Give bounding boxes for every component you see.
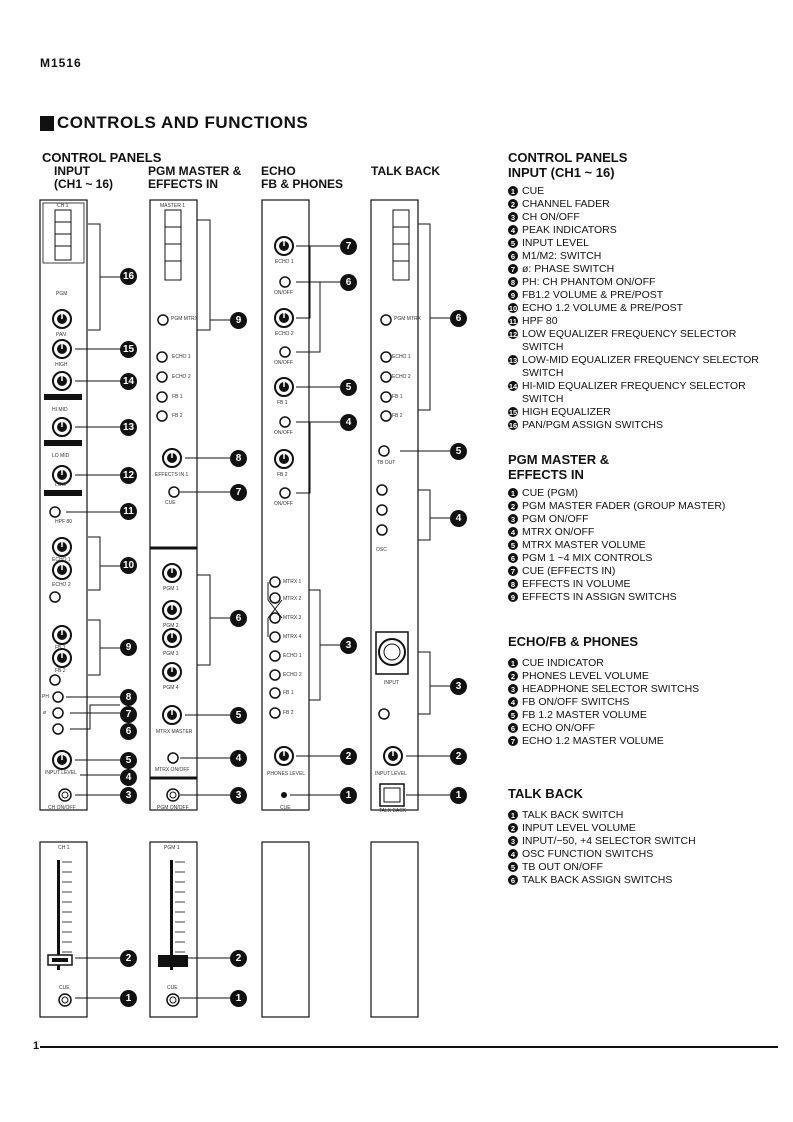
legend-echo [508,634,778,748]
callout-input-3: 3 [120,787,137,804]
input-fb1-label: FB 1 [55,645,66,651]
callout-pgm-6: 6 [230,610,247,627]
model-number: M1516 [40,56,82,70]
legend-pgm-title1: PGM MASTER & [508,452,610,467]
list-item: 1 CUE [508,185,778,198]
list-item: 1 TALK BACK SWITCH [508,809,778,822]
list-item: 15 HIGH EQUALIZER [508,406,611,418]
callout-tb-2: 2 [450,748,467,765]
list-item: 5 INPUT LEVEL [508,237,778,250]
list-item: 4 PEAK INDICATORS [508,224,778,237]
legend-echo-title: ECHO/FB & PHONES [508,634,639,649]
input-ph-label: PH [42,694,49,700]
input-pan-label: PAN [56,332,66,338]
callout-input-10: 10 [120,557,137,574]
fader-pgm-cue-label: CUE [167,985,178,991]
legend-input-title1: CONTROL PANELS [508,150,628,165]
callout-pgm-1: 1 [230,990,247,1007]
callout-echo-4: 4 [340,414,357,431]
callout-echo-7: 7 [340,238,357,255]
list-item: 5 TB OUT ON/OFF [508,861,778,874]
echo-sel-echo1-label: ECHO 1 [283,653,302,659]
callout-pgm-8: 8 [230,450,247,467]
list-item: 7 ø: PHASE SWITCH [508,263,778,276]
tb-pgm-mtrx-label: PGM MTRX [394,316,421,322]
callout-tb-4: 4 [450,510,467,527]
callout-pgm-2: 2 [230,950,247,967]
list-item: 1 CUE INDICATOR [508,657,778,670]
pgm4-label: PGM 4 [163,685,179,691]
input-hpf-label: HPF 80 [55,519,72,525]
callout-input-6: 6 [120,723,137,740]
list-item: 4 MTRX ON/OFF [508,526,778,539]
list-item: 2 INPUT LEVEL VOLUME [508,822,778,835]
callout-input-5: 5 [120,752,137,769]
legend-input-list [508,185,778,432]
input-ch1-label: CH 1 [57,203,69,209]
list-item: 8 EFFECTS IN VOLUME [508,578,778,591]
pgm-master1-label: MASTER 1 [160,203,186,209]
echo-sel-echo2-label: ECHO 2 [283,672,302,678]
fader-ch-cue-label: CUE [59,985,70,991]
echo-cue-label: CUE [280,805,291,811]
pgm-fb1-label: FB 1 [172,394,183,400]
tb-level-label: INPUT LEVEL [375,771,407,777]
echo-phones-label: PHONES LEVEL [267,771,306,777]
input-phase-label: ø [43,710,47,716]
callout-tb-1: 1 [450,787,467,804]
callout-input-7: 7 [120,706,137,723]
legend-pgm [508,452,778,604]
list-item: 2 PHONES LEVEL VOLUME [508,670,778,683]
echo-mtrx2-label: MTRX 2 [283,596,302,602]
echo-onoff1-label: ON/OFF [274,290,293,296]
list-item: 2 CHANNEL FADER [508,198,778,211]
input-chonoff-label: CH ON/OFF [48,805,76,811]
fader-ch1-label: CH 1 [58,845,70,851]
pgm-mtrxonoff-label: MTRX ON/OFF [155,767,190,773]
list-item: 9 EFFECTS IN ASSIGN SWITCHS [508,591,778,604]
callout-echo-3: 3 [340,637,357,654]
callout-input-14: 14 [120,373,137,390]
input-lomid-label: LO MID [52,453,70,459]
list-item: 5 MTRX MASTER VOLUME [508,539,778,552]
input-echo2-label: ECHO 2 [52,582,71,588]
list-item: 3 HEADPHONE SELECTOR SWITCHS [508,683,778,696]
legend-talkback-list [508,809,778,887]
list-item: 3 PGM ON/OFF [508,513,778,526]
legend-pgm-title2: EFFECTS IN [508,467,584,482]
tb-fb1-label: FB 1 [392,394,403,400]
callout-input-2: 2 [120,950,137,967]
col-echo-head: ECHO FB & PHONES [261,164,344,191]
callout-pgm-4: 4 [230,750,247,767]
callout-echo-1: 1 [340,787,357,804]
tb-input-label: INPUT [384,680,399,686]
pgm-echo1-label: ECHO 1 [172,354,191,360]
echo-onoff2-label: ON/OFF [274,360,293,366]
legend-input-title2: INPUT (CH1 ~ 16) [508,165,615,180]
list-item: 7 ECHO 1.2 MASTER VOLUME [508,735,778,748]
callout-input-13: 13 [120,419,137,436]
list-item: 7 CUE (EFFECTS IN) [508,565,778,578]
callout-input-12: 12 [120,467,137,484]
callout-echo-6: 6 [340,274,357,291]
footer-rule [40,1046,778,1048]
list-item: 10 ECHO 1.2 VOLUME & PRE/POST [508,302,684,314]
input-low-label: LOW [55,482,67,488]
list-item: 6 PGM 1 ~4 MIX CONTROLS [508,552,778,565]
list-item: 1 CUE (PGM) [508,487,778,500]
callout-echo-5: 5 [340,379,357,396]
echo-fb1-label: FB 1 [277,400,288,406]
legend-talkback-title: TALK BACK [508,786,583,801]
legend-input [508,150,778,432]
col-pgm-head: PGM MASTER & EFFECTS IN [148,164,242,191]
pgm1-label: PGM 1 [163,586,179,592]
callout-pgm-9: 9 [230,312,247,329]
tb-echo2-label: ECHO 2 [392,374,411,380]
list-item: 13 LOW-MID EQUALIZER FREQUENCY SELECTOR SWITCH [508,354,759,379]
pgm-echo2-label: ECHO 2 [172,374,191,380]
list-item: 3 CH ON/OFF [508,211,778,224]
callout-pgm-7: 7 [230,484,247,501]
input-pgm-label: PGM [56,291,68,297]
echo-mtrx1-label: MTRX 1 [283,579,302,585]
pgm-mtrx-label: PGM MTRX [171,316,198,322]
echo-fb2-label: FB 2 [277,472,288,478]
list-item: 8 PH: CH PHANTOM ON/OFF [508,276,778,289]
tb-out-label: TB OUT [377,460,396,466]
tb-echo1-label: ECHO 1 [392,354,411,360]
echo-echo2-label: ECHO 2 [275,331,294,337]
col-input-head: INPUT (CH1 ~ 16) [54,164,114,191]
echo-onoff4-label: ON/OFF [274,501,293,507]
list-item: 3 INPUT/−50, +4 SELECTOR SWITCH [508,835,778,848]
list-item: 6 M1/M2: SWITCH [508,250,778,263]
callout-input-4: 4 [120,769,137,786]
callout-input-15: 15 [120,341,137,358]
pgm-effects-label: EFFECTS IN 1 [155,472,189,478]
pgm-mtrxmaster-label: MTRX MASTER [156,729,193,735]
tb-osc-label: OSC [376,547,387,553]
legend-pgm-list [508,487,778,604]
echo-sel-fb2-label: FB 2 [283,710,294,716]
list-item: 16 PAN/PGM ASSIGN SWITCHS [508,419,663,431]
page-number: 1 [33,1040,40,1052]
list-item: 6 ECHO ON/OFF [508,722,778,735]
list-item: 4 OSC FUNCTION SWITCHS [508,848,778,861]
callout-tb-6: 6 [450,310,467,327]
pgm-cue-label: CUE [165,500,176,506]
echo-mtrx3-label: MTRX 3 [283,615,302,621]
list-item: 12 LOW EQUALIZER FREQUENCY SELECTOR SWITCH [508,328,737,353]
list-item: 4 FB ON/OFF SWITCHS [508,696,778,709]
pgm2-label: PGM 2 [163,623,179,629]
callout-input-8: 8 [120,689,137,706]
echo-onoff3-label: ON/OFF [274,430,293,436]
input-fb2-label: FB 2 [55,668,66,674]
pgm3-label: PGM 3 [163,651,179,657]
callout-echo-2: 2 [340,748,357,765]
callout-pgm-3: 3 [230,787,247,804]
pgm-fb2-label: FB 2 [172,413,183,419]
callout-input-1: 1 [120,990,137,1007]
callout-input-16: 16 [120,268,137,285]
callout-pgm-5: 5 [230,707,247,724]
list-item: 14 HI-MID EQUALIZER FREQUENCY SELECTOR SWITCH [508,380,746,405]
list-item: 5 FB 1.2 MASTER VOLUME [508,709,778,722]
input-high-label: HIGH [55,362,68,368]
col-talkback-head: TALK BACK [371,164,441,178]
tb-talkback-label: TALK BACK [379,808,407,814]
input-himid-label: HI MID [52,407,68,413]
pgm-onoff-label: PGM ON/OFF [157,805,189,811]
fader-pgm1-label: PGM 1 [164,845,180,851]
legend-echo-list [508,657,778,748]
echo-mtrx4-label: MTRX 4 [283,634,302,640]
input-echo1-label: ECHO 1 [52,557,71,563]
legend-talkback [508,786,778,887]
echo-echo1-label: ECHO 1 [275,259,294,265]
list-item: 2 PGM MASTER FADER (GROUP MASTER) [508,500,778,513]
section-title-text: CONTROLS AND FUNCTIONS [57,113,309,132]
callout-input-9: 9 [120,639,137,656]
list-item: 9 FB1.2 VOLUME & PRE/POST [508,289,778,302]
echo-sel-fb1-label: FB 1 [283,690,294,696]
diagram-heading: CONTROL PANELS [42,150,162,165]
callout-tb-3: 3 [450,678,467,695]
callout-input-11: 11 [120,503,137,520]
callout-tb-5: 5 [450,443,467,460]
input-level-label: INPUT LEVEL [45,770,77,776]
list-item: 6 TALK BACK ASSIGN SWITCHS [508,874,778,887]
list-item: 11 HPF 80 [509,315,558,327]
tb-fb2-label: FB 2 [392,413,403,419]
